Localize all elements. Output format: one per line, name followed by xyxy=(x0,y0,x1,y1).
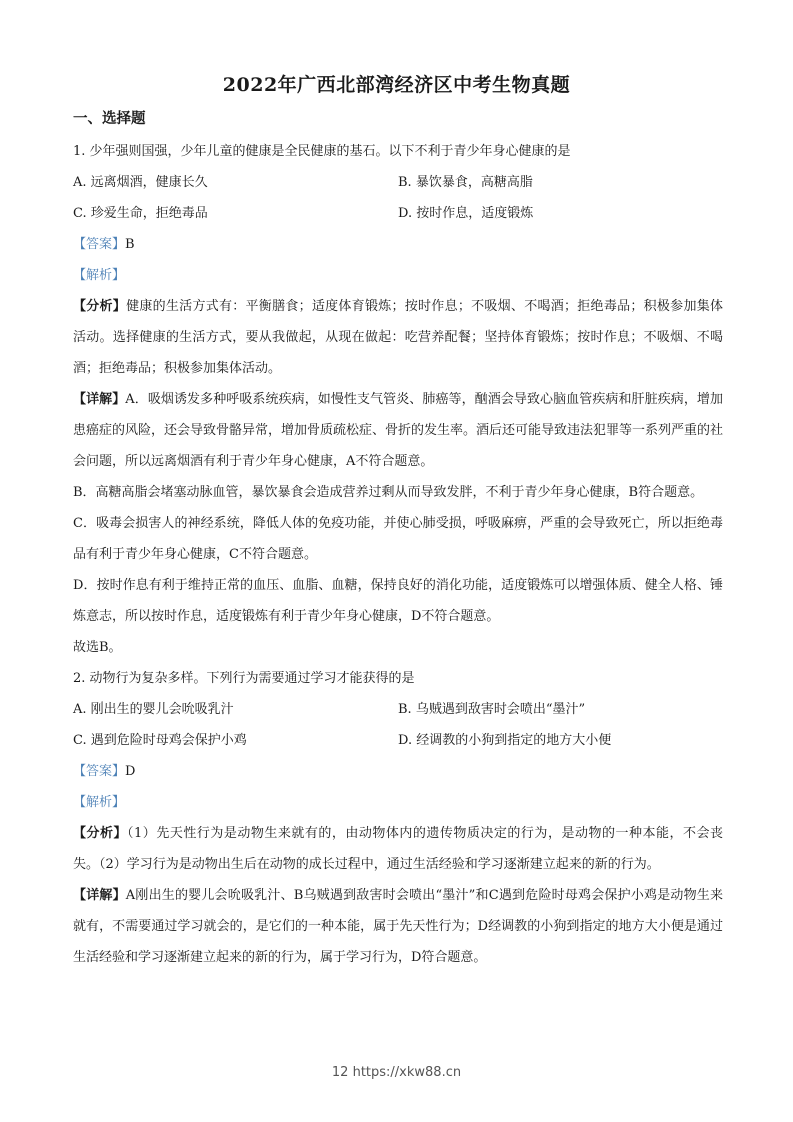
fenxi-text: （1）先天性行为是动物生来就有的，由动物体内的遗传物质决定的行为，是动物的一种本能，不会丧失。（2）学习行为是动物出生后在动物的成长过程中，通过生活经验和学习逐渐建立起来的新的行为。 xyxy=(73,826,723,872)
analysis-tag: 【解析】 xyxy=(73,268,126,283)
options-row xyxy=(73,198,723,229)
option-c: C. 珍爱生命，拒绝毒品 xyxy=(73,206,208,221)
xiangjie-tag: 【详解】 xyxy=(73,392,126,407)
document-body xyxy=(73,106,723,973)
detail-b: B．高糖高脂会堵塞动脉血管，暴饮暴食会造成营养过剩从而导致发胖，不利于青少年身心健康，B符合题意。 xyxy=(73,485,704,500)
answer-tag: 【答案】 xyxy=(73,237,126,252)
option-b: B. 乌贼遇到敌害时会喷出“墨汁” xyxy=(398,702,586,717)
xiangjie-text: A．吸烟诱发多种呼吸系统疾病，如慢性支气管炎、肺癌等，酗酒会导致心脑血管疾病和肝脏疾病，增加患癌症的风险，还会导致骨骼异常，增加骨质疏松症、骨折的发生率。酒后还可能导致违法犯罪等一系列严重的社会问题，所以远离烟酒有利于青少年身心健康，A不符合题意。 xyxy=(73,392,724,469)
conclusion: 故选B。 xyxy=(73,640,122,655)
fenxi-paragraph xyxy=(73,291,723,384)
option-d: D. 经调教的小狗到指定的地方大小便 xyxy=(398,733,612,748)
question-2 xyxy=(73,663,723,973)
fenxi-tag: 【分析】 xyxy=(73,826,128,841)
question-1 xyxy=(73,136,723,663)
document-title: 2022年广西北部湾经济区中考生物真题 xyxy=(222,74,571,96)
options-row xyxy=(73,725,723,756)
option-c: C. 遇到危险时母鸡会保护小鸡 xyxy=(73,733,247,748)
answer-line xyxy=(73,756,723,787)
xiangjie-paragraph xyxy=(73,880,723,973)
fenxi-paragraph xyxy=(73,818,723,880)
xiangjie-paragraph xyxy=(73,384,723,477)
analysis-tag: 【解析】 xyxy=(73,795,126,810)
fenxi-text: 健康的生活方式有：平衡膳食；适度体育锻炼；按时作息；不吸烟、不喝酒；拒绝毒品；积极参加集体活动。选择健康的生活方式，要从我做起，从现在做起：吃营养配餐；坚持体育锻炼；按时作息；不吸烟、不喝酒；拒绝毒品；积极参加集体活动。 xyxy=(73,299,723,376)
detail-c: C．吸毒会损害人的神经系统，降低人体的免疫功能，并使心肺受损，呼吸麻痹，严重的会导致死亡，所以拒绝毒品有利于青少年身心健康，C不符合题意。 xyxy=(73,516,723,562)
xiangjie-text: A刚出生的婴儿会吮吸乳汁、B乌贼遇到敌害时会喷出“墨汁”和C遇到危险时母鸡会保护小鸡是动物生来就有，不需要通过学习就会的，是它们的一种本能，属于先天性行为；D经调教的小狗到指定的地方大小便是通过生活经验和学习逐渐建立起来的新的行为，属于学习行为，D符合题意。 xyxy=(73,888,723,965)
question-stem: 2. 动物行为复杂多样。下列行为需要通过学习才能获得的是 xyxy=(73,671,415,686)
option-b: B. 暴饮暴食，高糖高脂 xyxy=(398,175,533,190)
option-a: A. 远离烟酒，健康长久 xyxy=(73,175,208,190)
answer-line xyxy=(73,229,723,260)
section-heading: 一、选择题 xyxy=(73,110,146,127)
page-footer: 12 https://xkw88.cn xyxy=(331,1065,462,1080)
xiangjie-tag: 【详解】 xyxy=(73,888,126,903)
option-a: A. 刚出生的婴儿会吮吸乳汁 xyxy=(73,702,234,717)
question-stem: 1. 少年强则国强，少年儿童的健康是全民健康的基石。以下不利于青少年身心健康的是 xyxy=(73,144,571,159)
answer-value: B xyxy=(125,237,135,252)
answer-value: D xyxy=(125,764,136,779)
option-d: D. 按时作息，适度锻炼 xyxy=(398,206,534,221)
options-row xyxy=(73,694,723,725)
options-row xyxy=(73,167,723,198)
fenxi-tag: 【分析】 xyxy=(73,299,127,314)
answer-tag: 【答案】 xyxy=(73,764,126,779)
detail-d: D．按时作息有利于维持正常的血压、血脂、血糖，保持良好的消化功能，适度锻炼可以增强体质、健全人格、锤炼意志，所以按时作息，适度锻炼有利于青少年身心健康，D不符合题意。 xyxy=(73,578,723,624)
